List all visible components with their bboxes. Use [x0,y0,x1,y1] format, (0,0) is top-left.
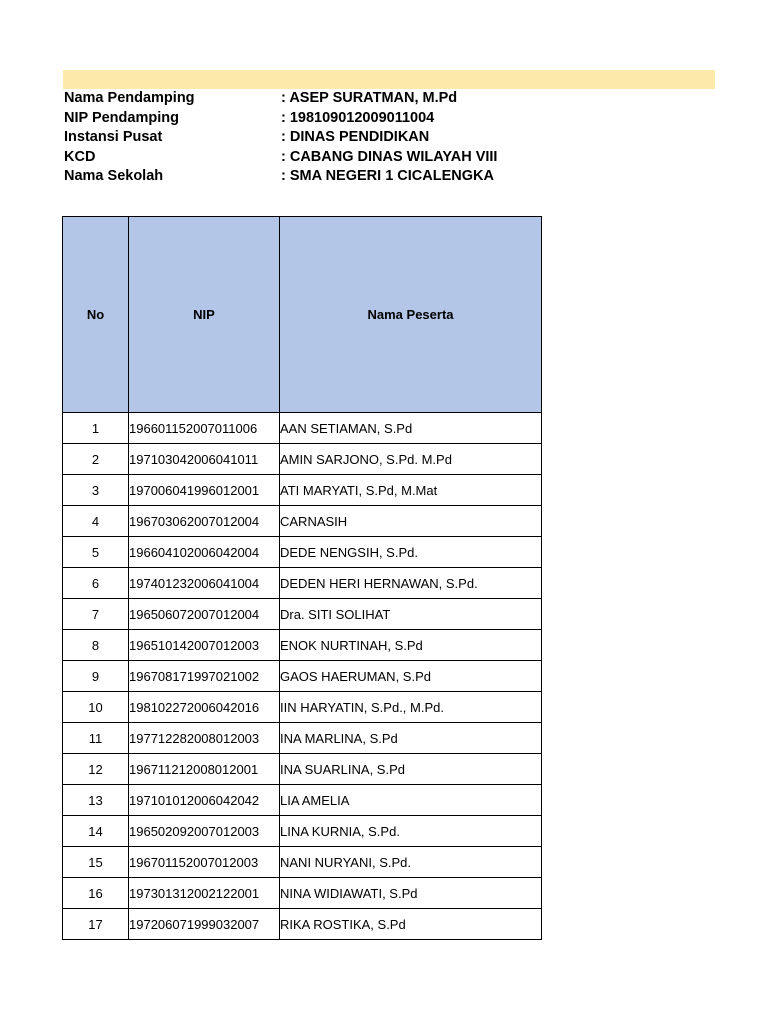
cell-no: 6 [63,568,129,599]
info-value: : SMA NEGERI 1 CICALENGKA [281,168,494,184]
table-row [63,723,542,754]
cell-nip: 197712282008012003 [129,723,280,754]
table-row [63,506,542,537]
table-row [63,475,542,506]
cell-nip: 196601152007011006 [129,413,280,444]
table-header-row [63,217,542,413]
cell-no: 14 [63,816,129,847]
cell-no: 16 [63,878,129,909]
table-row [63,692,542,723]
cell-no: 17 [63,909,129,940]
cell-nama-peserta: INA MARLINA, S.Pd [280,723,542,754]
info-row-nama-sekolah [64,167,724,187]
cell-no: 8 [63,630,129,661]
column-header-nip: NIP [129,217,280,413]
info-value: : 198109012009011004 [281,109,435,126]
table-row [63,599,542,630]
info-label: NIP Pendamping [64,109,179,126]
cell-nip: 196701152007012003 [129,847,280,878]
info-block [64,89,724,187]
cell-no: 9 [63,661,129,692]
table-row [63,444,542,475]
info-row-instansi-pusat [64,128,724,148]
cell-nama-peserta: AAN SETIAMAN, S.Pd [280,413,542,444]
info-value: : CABANG DINAS WILAYAH VIII [281,148,498,165]
table-row [63,537,542,568]
cell-nip: 197006041996012001 [129,475,280,506]
cell-no: 13 [63,785,129,816]
table-row [63,630,542,661]
cell-no: 2 [63,444,129,475]
cell-nama-peserta: GAOS HAERUMAN, S.Pd [280,661,542,692]
info-label: KCD [64,148,96,165]
table-row [63,847,542,878]
cell-nama-peserta: LINA KURNIA, S.Pd. [280,816,542,847]
cell-nip: 196502092007012003 [129,816,280,847]
cell-nama-peserta: ATI MARYATI, S.Pd, M.Mat [280,475,542,506]
table-row [63,661,542,692]
cell-nip: 198102272006042016 [129,692,280,723]
table-row [63,754,542,785]
table-body [63,413,542,940]
table-row [63,878,542,909]
cell-nama-peserta: LIA AMELIA [280,785,542,816]
cell-nama-peserta: IIN HARYATIN, S.Pd., M.Pd. [280,692,542,723]
cell-nip: 197206071999032007 [129,909,280,940]
cell-no: 3 [63,475,129,506]
info-label: Nama Pendamping [64,90,195,106]
cell-nip: 197103042006041011 [129,444,280,475]
cell-nama-peserta: Dra. SITI SOLIHAT [280,599,542,630]
info-value: : DINAS PENDIDIKAN [281,129,430,145]
table-row [63,413,542,444]
cell-nama-peserta: INA SUARLINA, S.Pd [280,754,542,785]
cell-nip: 197301312002122001 [129,878,280,909]
info-row-kcd [64,148,724,168]
cell-nama-peserta: AMIN SARJONO, S.Pd. M.Pd [280,444,542,475]
cell-nama-peserta: DEDE NENGSIH, S.Pd. [280,537,542,568]
cell-no: 11 [63,723,129,754]
info-value: : ASEP SURATMAN, M.Pd [281,90,458,106]
cell-no: 5 [63,537,129,568]
cell-nip: 197101012006042042 [129,785,280,816]
cell-no: 15 [63,847,129,878]
cell-nama-peserta: NINA WIDIAWATI, S.Pd [280,878,542,909]
info-row-nip-pendamping [64,109,724,129]
table-row [63,568,542,599]
cell-nip: 196711212008012001 [129,754,280,785]
info-row-nama-pendamping [64,89,724,109]
cell-nama-peserta: RIKA ROSTIKA, S.Pd [280,909,542,940]
cell-nip: 196506072007012004 [129,599,280,630]
table-row [63,816,542,847]
info-label: Nama Sekolah [64,168,164,184]
cell-nip: 196703062007012004 [129,506,280,537]
cell-nama-peserta: ENOK NURTINAH, S.Pd [280,630,542,661]
cell-nip: 196604102006042004 [129,537,280,568]
header-highlight-band [63,70,715,89]
table-row [63,909,542,940]
cell-no: 1 [63,413,129,444]
cell-no: 10 [63,692,129,723]
table-row [63,785,542,816]
cell-nip: 196708171997021002 [129,661,280,692]
cell-no: 12 [63,754,129,785]
cell-nama-peserta: DEDEN HERI HERNAWAN, S.Pd. [280,568,542,599]
cell-nip: 197401232006041004 [129,568,280,599]
cell-nip: 196510142007012003 [129,630,280,661]
peserta-table [62,216,542,940]
info-label: Instansi Pusat [64,129,163,145]
cell-no: 7 [63,599,129,630]
cell-nama-peserta: CARNASIH [280,506,542,537]
cell-nama-peserta: NANI NURYANI, S.Pd. [280,847,542,878]
column-header-no: No [63,217,129,413]
column-header-nama-peserta: Nama Peserta [280,217,542,413]
cell-no: 4 [63,506,129,537]
